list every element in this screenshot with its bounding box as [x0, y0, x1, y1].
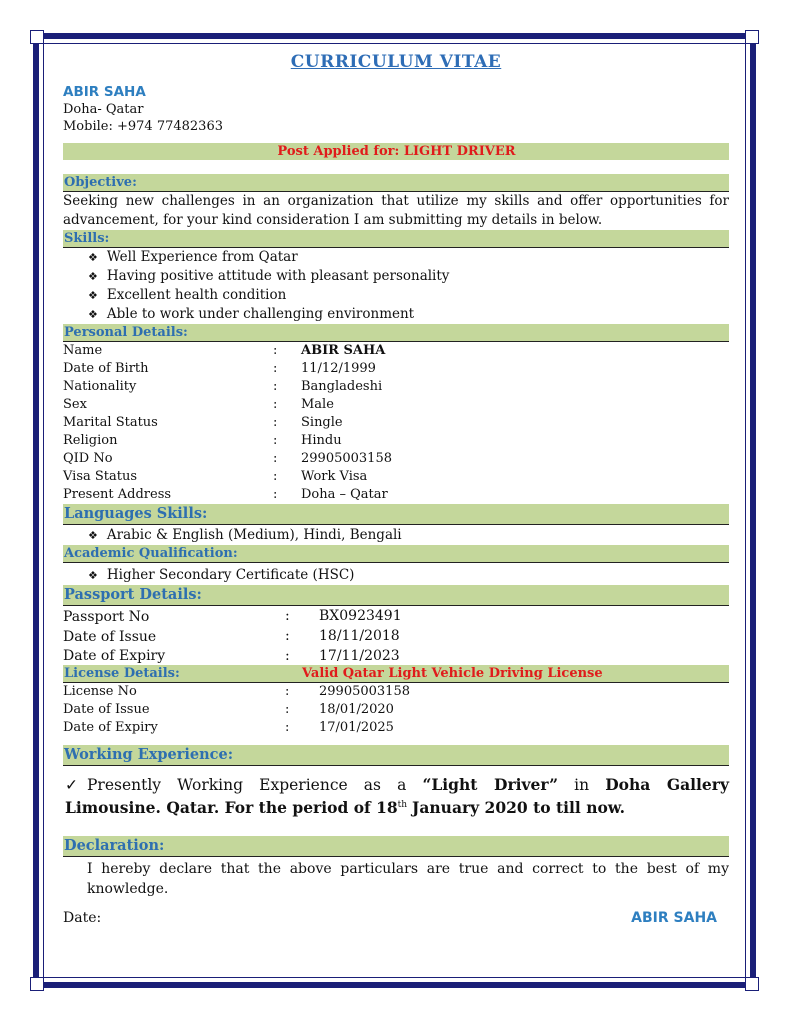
skills-heading: Skills:	[63, 230, 729, 248]
table-row: Present Address : Doha – Qatar	[63, 487, 388, 502]
languages-heading: Languages Skills:	[63, 504, 729, 525]
language-item: ❖ Arabic & English (Medium), Hindi, Bengali	[88, 527, 402, 543]
license-table	[63, 683, 410, 737]
diamond-bullet-icon: ❖	[88, 251, 98, 264]
table-row: QID No : 29905003158	[63, 451, 392, 466]
license-heading: License Details:	[64, 666, 180, 681]
experience-heading: Working Experience:	[63, 745, 729, 766]
diamond-bullet-icon: ❖	[88, 270, 98, 283]
check-icon: ✓	[65, 776, 78, 794]
table-row: Date of Issue : 18/01/2020	[63, 702, 394, 717]
table-row: Marital Status : Single	[63, 415, 343, 430]
candidate-name: ABIR SAHA	[63, 84, 146, 100]
table-row: Passport No : BX0923491	[63, 608, 402, 625]
experience-text: ✓ Presently Working Experience as a “Light Driver” in Doha Gallery Limousine. Qatar. For the period of 18th January 2020 to till now.	[65, 775, 729, 818]
skills-list	[63, 248, 729, 324]
table-row: Date of Birth : 11/12/1999	[63, 361, 376, 376]
table-row: Date of Expiry : 17/11/2023	[63, 648, 400, 664]
skill-item: ❖ Able to work under challenging environment	[88, 306, 415, 322]
languages-list	[63, 526, 729, 545]
signature-name: ABIR SAHA	[631, 910, 717, 927]
table-row: Religion : Hindu	[63, 433, 342, 448]
corner-ornament	[30, 977, 44, 991]
academic-item: ❖ Higher Secondary Certificate (HSC)	[88, 567, 355, 583]
diamond-bullet-icon: ❖	[88, 308, 98, 321]
table-row: Date of Issue : 18/11/2018	[63, 628, 400, 645]
passport-heading: Passport Details:	[63, 585, 729, 606]
table-row: License No : 29905003158	[63, 684, 410, 699]
diamond-bullet-icon: ❖	[88, 289, 98, 302]
passport-table	[63, 607, 402, 665]
table-row: Date of Expiry : 17/01/2025	[63, 720, 394, 735]
declaration-text: I hereby declare that the above particulars are true and correct to the best of my knowledge.	[87, 861, 729, 898]
date-label: Date:	[63, 910, 102, 927]
license-note: Valid Qatar Light Vehicle Driving License	[302, 666, 603, 681]
personal-details-table	[63, 342, 392, 504]
table-row: Name : ABIR SAHA	[63, 343, 386, 358]
skill-item: ❖ Excellent health condition	[88, 287, 287, 303]
corner-ornament	[745, 30, 759, 44]
table-row: Nationality : Bangladeshi	[63, 379, 383, 394]
declaration-heading: Declaration:	[63, 836, 729, 857]
corner-ornament	[30, 30, 44, 44]
diamond-bullet-icon: ❖	[88, 569, 98, 582]
personal-details-heading: Personal Details:	[63, 324, 729, 342]
signature-row	[63, 907, 729, 929]
cv-content	[63, 52, 729, 929]
table-row: Visa Status : Work Visa	[63, 469, 368, 484]
table-row: Sex : Male	[63, 397, 334, 412]
academic-heading: Academic Qualification:	[63, 545, 729, 563]
post-applied-bar: Post Applied for: LIGHT DRIVER	[63, 143, 729, 160]
document-title: CURRICULUM VITAE	[290, 52, 502, 72]
skill-item: ❖ Having positive attitude with pleasant personality	[88, 268, 450, 284]
candidate-location: Doha- Qatar	[63, 102, 144, 117]
objective-heading: Objective:	[63, 174, 729, 192]
candidate-mobile: Mobile: +974 77482363	[63, 119, 223, 134]
objective-text: Seeking new challenges in an organization that utilize my skills and offer opportunities for advancement, for your kind consideration I am submitting my details in below.	[63, 193, 729, 228]
corner-ornament	[745, 977, 759, 991]
license-heading-bar	[63, 665, 729, 683]
skill-item: ❖ Well Experience from Qatar	[88, 249, 298, 265]
diamond-bullet-icon: ❖	[88, 529, 98, 542]
academic-list	[63, 566, 729, 585]
